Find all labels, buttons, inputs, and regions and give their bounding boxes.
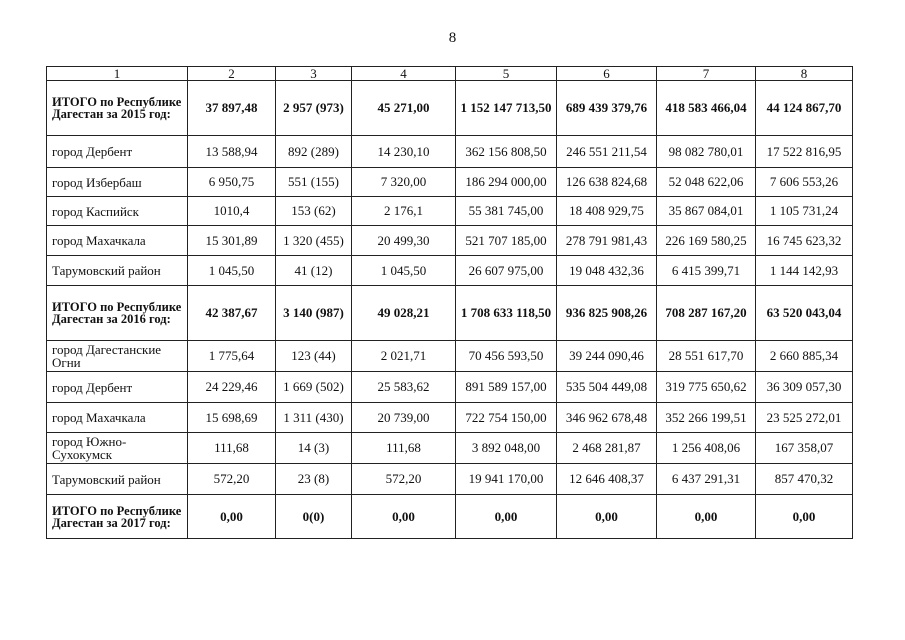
cell-value: 2 957 (973) [276, 81, 352, 136]
cell-value: 708 287 167,20 [657, 286, 756, 341]
column-header: 6 [557, 67, 657, 81]
column-header: 7 [657, 67, 756, 81]
cell-value: 1 152 147 713,50 [456, 81, 557, 136]
column-header: 1 [47, 67, 188, 81]
row-label: город Каспийск [47, 197, 188, 226]
cell-value: 246 551 211,54 [557, 136, 657, 168]
row-label: город Избербаш [47, 168, 188, 197]
cell-value: 45 271,00 [352, 81, 456, 136]
table-row [47, 226, 853, 256]
cell-value: 0,00 [352, 495, 456, 539]
cell-value: 857 470,32 [756, 464, 853, 495]
cell-value: 7 606 553,26 [756, 168, 853, 197]
row-label: город Дербент [47, 136, 188, 168]
cell-value: 1 256 408,06 [657, 433, 756, 464]
cell-value: 0,00 [557, 495, 657, 539]
cell-value: 167 358,07 [756, 433, 853, 464]
cell-value: 278 791 981,43 [557, 226, 657, 256]
table-row [47, 197, 853, 226]
cell-value: 1 311 (430) [276, 403, 352, 433]
cell-value: 1 105 731,24 [756, 197, 853, 226]
cell-value: 13 588,94 [188, 136, 276, 168]
cell-value: 7 320,00 [352, 168, 456, 197]
cell-value: 3 140 (987) [276, 286, 352, 341]
cell-value: 52 048 622,06 [657, 168, 756, 197]
cell-value: 1 708 633 118,50 [456, 286, 557, 341]
cell-value: 1 669 (502) [276, 372, 352, 403]
cell-value: 26 607 975,00 [456, 256, 557, 286]
cell-value: 722 754 150,00 [456, 403, 557, 433]
cell-value: 111,68 [352, 433, 456, 464]
cell-value: 24 229,46 [188, 372, 276, 403]
cell-value: 2 660 885,34 [756, 341, 853, 372]
row-label: город Дербент [47, 372, 188, 403]
table-row [47, 433, 853, 464]
cell-value: 70 456 593,50 [456, 341, 557, 372]
row-label: Тарумовский район [47, 464, 188, 495]
cell-value: 352 266 199,51 [657, 403, 756, 433]
row-label: город Дагестанские Огни [47, 341, 188, 372]
row-label: город Южно-Сухокумск [47, 433, 188, 464]
cell-value: 17 522 816,95 [756, 136, 853, 168]
cell-value: 123 (44) [276, 341, 352, 372]
table-row [47, 372, 853, 403]
table-row [47, 256, 853, 286]
cell-value: 226 169 580,25 [657, 226, 756, 256]
cell-value: 891 589 157,00 [456, 372, 557, 403]
cell-value: 186 294 000,00 [456, 168, 557, 197]
cell-value: 39 244 090,46 [557, 341, 657, 372]
table-row [47, 136, 853, 168]
row-label: ИТОГО по Республике Дагестан за 2017 год: [47, 495, 188, 539]
column-header: 3 [276, 67, 352, 81]
table-row [47, 464, 853, 495]
cell-value: 126 638 824,68 [557, 168, 657, 197]
cell-value: 63 520 043,04 [756, 286, 853, 341]
column-header: 5 [456, 67, 557, 81]
cell-value: 37 897,48 [188, 81, 276, 136]
cell-value: 36 309 057,30 [756, 372, 853, 403]
cell-value: 0,00 [657, 495, 756, 539]
row-label: город Махачкала [47, 226, 188, 256]
cell-value: 572,20 [188, 464, 276, 495]
cell-value: 42 387,67 [188, 286, 276, 341]
cell-value: 535 504 449,08 [557, 372, 657, 403]
row-label: ИТОГО по Республике Дагестан за 2016 год: [47, 286, 188, 341]
cell-value: 23 525 272,01 [756, 403, 853, 433]
cell-value: 521 707 185,00 [456, 226, 557, 256]
cell-value: 25 583,62 [352, 372, 456, 403]
cell-value: 49 028,21 [352, 286, 456, 341]
cell-value: 14 230,10 [352, 136, 456, 168]
cell-value: 1 045,50 [188, 256, 276, 286]
row-label: ИТОГО по Республике Дагестан за 2015 год: [47, 81, 188, 136]
cell-value: 3 892 048,00 [456, 433, 557, 464]
cell-value: 319 775 650,62 [657, 372, 756, 403]
total-row [47, 495, 853, 539]
column-header: 4 [352, 67, 456, 81]
row-label: город Махачкала [47, 403, 188, 433]
cell-value: 41 (12) [276, 256, 352, 286]
column-number-row [47, 67, 853, 81]
cell-value: 15 301,89 [188, 226, 276, 256]
cell-value: 1 320 (455) [276, 226, 352, 256]
cell-value: 2 468 281,87 [557, 433, 657, 464]
cell-value: 19 048 432,36 [557, 256, 657, 286]
table-header [47, 67, 853, 81]
cell-value: 0,00 [456, 495, 557, 539]
table-row [47, 168, 853, 197]
cell-value: 111,68 [188, 433, 276, 464]
cell-value: 418 583 466,04 [657, 81, 756, 136]
row-label: Тарумовский район [47, 256, 188, 286]
cell-value: 1010,4 [188, 197, 276, 226]
cell-value: 6 950,75 [188, 168, 276, 197]
page-number: 8 [448, 30, 457, 46]
cell-value: 0(0) [276, 495, 352, 539]
total-row [47, 81, 853, 136]
table-row [47, 341, 853, 372]
cell-value: 153 (62) [276, 197, 352, 226]
cell-value: 16 745 623,32 [756, 226, 853, 256]
cell-value: 346 962 678,48 [557, 403, 657, 433]
cell-value: 1 775,64 [188, 341, 276, 372]
table-row [47, 403, 853, 433]
cell-value: 44 124 867,70 [756, 81, 853, 136]
cell-value: 19 941 170,00 [456, 464, 557, 495]
cell-value: 572,20 [352, 464, 456, 495]
cell-value: 2 176,1 [352, 197, 456, 226]
cell-value: 55 381 745,00 [456, 197, 557, 226]
total-row [47, 286, 853, 341]
cell-value: 0,00 [756, 495, 853, 539]
cell-value: 892 (289) [276, 136, 352, 168]
column-header: 8 [756, 67, 853, 81]
column-header: 2 [188, 67, 276, 81]
cell-value: 12 646 408,37 [557, 464, 657, 495]
cell-value: 20 499,30 [352, 226, 456, 256]
cell-value: 936 825 908,26 [557, 286, 657, 341]
cell-value: 6 415 399,71 [657, 256, 756, 286]
cell-value: 0,00 [188, 495, 276, 539]
cell-value: 14 (3) [276, 433, 352, 464]
cell-value: 1 144 142,93 [756, 256, 853, 286]
cell-value: 689 439 379,76 [557, 81, 657, 136]
data-table [46, 66, 853, 539]
cell-value: 15 698,69 [188, 403, 276, 433]
cell-value: 98 082 780,01 [657, 136, 756, 168]
cell-value: 551 (155) [276, 168, 352, 197]
cell-value: 28 551 617,70 [657, 341, 756, 372]
cell-value: 18 408 929,75 [557, 197, 657, 226]
cell-value: 20 739,00 [352, 403, 456, 433]
cell-value: 35 867 084,01 [657, 197, 756, 226]
cell-value: 1 045,50 [352, 256, 456, 286]
cell-value: 6 437 291,31 [657, 464, 756, 495]
cell-value: 2 021,71 [352, 341, 456, 372]
cell-value: 23 (8) [276, 464, 352, 495]
cell-value: 362 156 808,50 [456, 136, 557, 168]
